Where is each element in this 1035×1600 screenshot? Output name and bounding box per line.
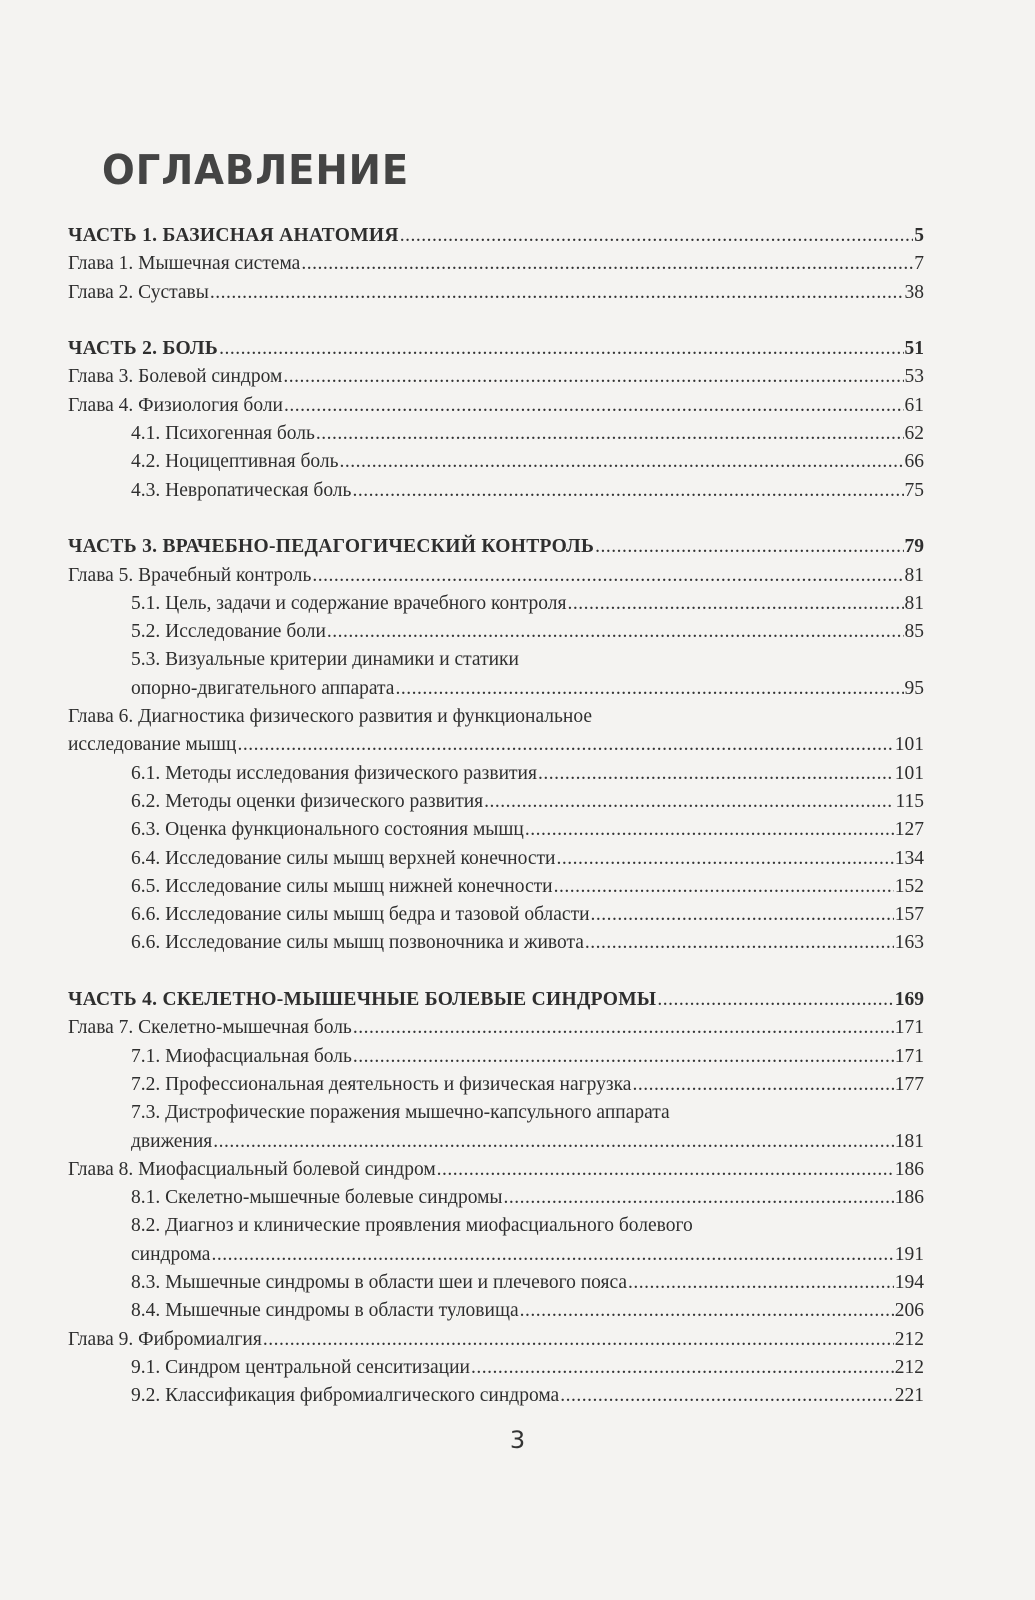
toc-entry-chapter[interactable] [68, 1156, 924, 1184]
toc-entry-title: Глава 4. Физиология боли [68, 394, 283, 416]
dot-leader [556, 845, 893, 873]
toc-entry-title: 9.2. Классификация фибромиалгического синдрома [131, 1385, 560, 1407]
toc-entry-part[interactable] [68, 222, 924, 250]
dot-leader [210, 279, 904, 307]
dot-leader [211, 1241, 893, 1269]
dot-leader [312, 562, 903, 590]
toc-entry-page: 81 [904, 564, 924, 586]
toc-entry-page: 75 [904, 479, 924, 501]
toc-entry-page: 171 [894, 1045, 924, 1067]
toc-entry-chapter[interactable] [68, 363, 924, 391]
toc-entry-page: 61 [904, 394, 924, 416]
dot-leader [219, 335, 903, 363]
dot-leader [237, 731, 893, 759]
toc-entry-continuation[interactable] [68, 1128, 924, 1156]
toc-entry-title: Глава 1. Мышечная система [68, 253, 301, 275]
toc-entry-title: 6.4. Исследование силы мышц верхней конечности [131, 847, 556, 869]
dot-leader [595, 533, 903, 561]
toc-entry-title: ЧАСТЬ 4. СКЕЛЕТНО-МЫШЕЧНЫЕ БОЛЕВЫЕ СИНДРОМЫ [68, 989, 657, 1011]
toc-entry-section[interactable] [68, 816, 924, 844]
dot-leader [353, 1043, 894, 1071]
toc-entry-page: 115 [895, 790, 924, 812]
toc-entry-page: 101 [894, 762, 924, 784]
toc-entry-title: 6.2. Методы оценки физического развития [131, 790, 484, 812]
toc-entry-title: 7.3. Дистрофические поражения мышечно-капсульного аппарата [131, 1102, 670, 1124]
toc-entry-page: 206 [894, 1300, 924, 1322]
toc-entry-page: 212 [894, 1356, 924, 1378]
toc-entry-title: ЧАСТЬ 3. ВРАЧЕБНО-ПЕДАГОГИЧЕСКИЙ КОНТРОЛЬ [68, 536, 595, 558]
toc-entry-title: Глава 7. Скелетно-мышечная боль [68, 1017, 352, 1039]
toc-entry-title: 6.5. Исследование силы мышц нижней конечности [131, 875, 553, 897]
toc-entry-page: 79 [904, 536, 924, 558]
toc-entry-page: 81 [904, 592, 924, 614]
toc-entry-title: 6.1. Методы исследования физического развития [131, 762, 537, 784]
toc-entry-page: 51 [904, 338, 924, 360]
toc-entry-section[interactable] [68, 420, 924, 448]
toc-entry-title: 5.2. Исследование боли [131, 621, 326, 643]
toc-entry-page: 7 [914, 253, 924, 275]
toc-entry-title-continuation: движения [131, 1130, 213, 1152]
toc-entry-title: ЧАСТЬ 2. БОЛЬ [68, 338, 219, 360]
toc-entry-title: 8.1. Скелетно-мышечные болевые синдромы [131, 1187, 503, 1209]
toc-entry-title: 8.2. Диагноз и клинические проявления миофасциального болевого [131, 1215, 693, 1237]
dot-leader [628, 1269, 894, 1297]
toc-entry-page: 221 [894, 1385, 924, 1407]
toc-entry-page: 85 [904, 621, 924, 643]
toc-entry-chapter[interactable] [68, 250, 924, 278]
toc-entry-section[interactable] [68, 929, 924, 957]
page-number: 3 [509, 1426, 526, 1454]
toc-entry-part[interactable] [68, 533, 924, 561]
dot-leader [591, 901, 894, 929]
table-of-contents [68, 222, 924, 1410]
dot-leader [395, 675, 903, 703]
toc-entry-page: 186 [894, 1158, 924, 1180]
toc-entry-section[interactable] [68, 845, 924, 873]
toc-entry-page: 181 [894, 1130, 924, 1152]
toc-entry-section[interactable] [68, 873, 924, 901]
toc-entry-page: 95 [904, 677, 924, 699]
toc-entry-page: 127 [894, 819, 924, 841]
toc-entry-section[interactable] [68, 1212, 924, 1240]
page-title: ОГЛАВЛЕНИЕ [102, 146, 410, 194]
toc-entry-page: 5 [914, 225, 924, 246]
toc-entry-page: 169 [894, 989, 924, 1011]
toc-entry-title: Глава 2. Суставы [68, 281, 209, 303]
toc-entry-continuation[interactable] [68, 675, 924, 703]
toc-entry-page: 177 [894, 1073, 924, 1095]
toc-entry-chapter[interactable] [68, 1014, 924, 1042]
toc-entry-section[interactable] [68, 1297, 924, 1325]
toc-entry-title: 8.4. Мышечные синдромы в области туловища [131, 1300, 519, 1322]
toc-entry-section[interactable] [68, 760, 924, 788]
dot-leader [284, 392, 904, 420]
toc-entry-title: Глава 9. Фибромиалгия [68, 1328, 262, 1350]
toc-entry-section[interactable] [68, 901, 924, 929]
toc-entry-section[interactable] [68, 1043, 924, 1071]
toc-entry-page: 134 [894, 847, 924, 869]
toc-entry-title: Глава 6. Диагностика физического развития и функциональное [68, 706, 592, 728]
dot-leader [560, 1382, 894, 1410]
toc-entry-page: 171 [894, 1017, 924, 1039]
toc-entry-chapter[interactable] [68, 392, 924, 420]
toc-entry-section[interactable] [68, 477, 924, 505]
toc-entry-section[interactable] [68, 1099, 924, 1127]
toc-entry-title: 6.6. Исследование силы мышц бедра и тазовой области [131, 904, 590, 926]
toc-entry-page: 163 [894, 932, 924, 954]
toc-entry-title: 5.3. Визуальные критерии динамики и статики [131, 649, 519, 671]
toc-entry-page: 212 [894, 1328, 924, 1350]
toc-entry-section[interactable] [68, 1354, 924, 1382]
dot-leader [327, 618, 904, 646]
dot-leader [520, 1297, 894, 1325]
toc-entry-page: 38 [904, 281, 924, 303]
toc-entry-page: 191 [894, 1243, 924, 1265]
toc-entry-title: 7.1. Миофасциальная боль [131, 1045, 352, 1067]
toc-entry-page: 101 [894, 734, 924, 756]
toc-entry-part[interactable] [68, 335, 924, 363]
dot-leader [301, 250, 913, 278]
toc-entry-part[interactable] [68, 986, 924, 1014]
toc-entry-title: 5.1. Цель, задачи и содержание врачебного контроля [131, 592, 567, 614]
toc-entry-section[interactable] [68, 788, 924, 816]
dot-leader [352, 477, 903, 505]
toc-entry-section[interactable] [68, 646, 924, 674]
toc-entry-page: 66 [904, 451, 924, 473]
toc-entry-title: 4.2. Ноцицептивная боль [131, 451, 339, 473]
toc-entry-title-continuation: синдрома [131, 1243, 211, 1265]
toc-entry-chapter[interactable] [68, 703, 924, 731]
toc-entry-section[interactable] [68, 618, 924, 646]
toc-entry-page: 53 [904, 366, 924, 388]
dot-leader [437, 1156, 894, 1184]
dot-leader [213, 1128, 893, 1156]
toc-entry-page: 152 [894, 875, 924, 897]
dot-leader [353, 1014, 894, 1042]
dot-leader [504, 1184, 894, 1212]
toc-entry-page: 186 [894, 1187, 924, 1209]
dot-leader [283, 363, 903, 391]
toc-entry-section[interactable] [68, 1071, 924, 1099]
toc-entry-page: 194 [894, 1271, 924, 1293]
toc-entry-title: 9.1. Синдром центральной сенситизации [131, 1356, 470, 1378]
toc-entry-title: 6.6. Исследование силы мышц позвоночника и живота [131, 932, 584, 954]
toc-entry-continuation[interactable] [68, 731, 924, 759]
toc-entry-title: 7.2. Профессиональная деятельность и физическая нагрузка [131, 1073, 632, 1095]
toc-entry-title: Глава 5. Врачебный контроль [68, 564, 312, 586]
dot-leader [538, 760, 894, 788]
dot-leader [585, 929, 894, 957]
toc-entry-title: 4.3. Невропатическая боль [131, 479, 352, 501]
toc-entry-section[interactable] [68, 1382, 924, 1410]
dot-leader [471, 1354, 894, 1382]
dot-leader [263, 1326, 894, 1354]
toc-entry-title-continuation: опорно-двигательного аппарата [131, 677, 395, 699]
toc-entry-title: ЧАСТЬ 1. БАЗИСНАЯ АНАТОМИЯ [68, 225, 399, 246]
toc-entry-chapter[interactable] [68, 1326, 924, 1354]
dot-leader [554, 873, 894, 901]
toc-entry-page: 157 [894, 904, 924, 926]
toc-entry-section[interactable] [68, 590, 924, 618]
toc-entry-title: 6.3. Оценка функционального состояния мышц [131, 819, 524, 841]
toc-entry-chapter[interactable] [68, 562, 924, 590]
toc-entry-title: Глава 3. Болевой синдром [68, 366, 283, 388]
toc-entry-continuation[interactable] [68, 1241, 924, 1269]
dot-leader [400, 222, 914, 250]
toc-entry-title: 4.1. Психогенная боль [131, 423, 315, 445]
dot-leader [525, 816, 894, 844]
dot-leader [657, 986, 893, 1014]
dot-leader [484, 788, 894, 816]
toc-entry-title: 8.3. Мышечные синдромы в области шеи и плечевого пояса [131, 1271, 628, 1293]
dot-leader [632, 1071, 893, 1099]
toc-entry-title: Глава 8. Миофасциальный болевой синдром [68, 1158, 436, 1180]
dot-leader [567, 590, 903, 618]
toc-entry-title-continuation: исследование мышц [68, 734, 237, 756]
toc-entry-section[interactable] [68, 1269, 924, 1297]
dot-leader [316, 420, 904, 448]
dot-leader [340, 448, 904, 476]
toc-entry-section[interactable] [68, 448, 924, 476]
toc-entry-page: 62 [904, 423, 924, 445]
toc-entry-section[interactable] [68, 1184, 924, 1212]
toc-entry-chapter[interactable] [68, 279, 924, 307]
